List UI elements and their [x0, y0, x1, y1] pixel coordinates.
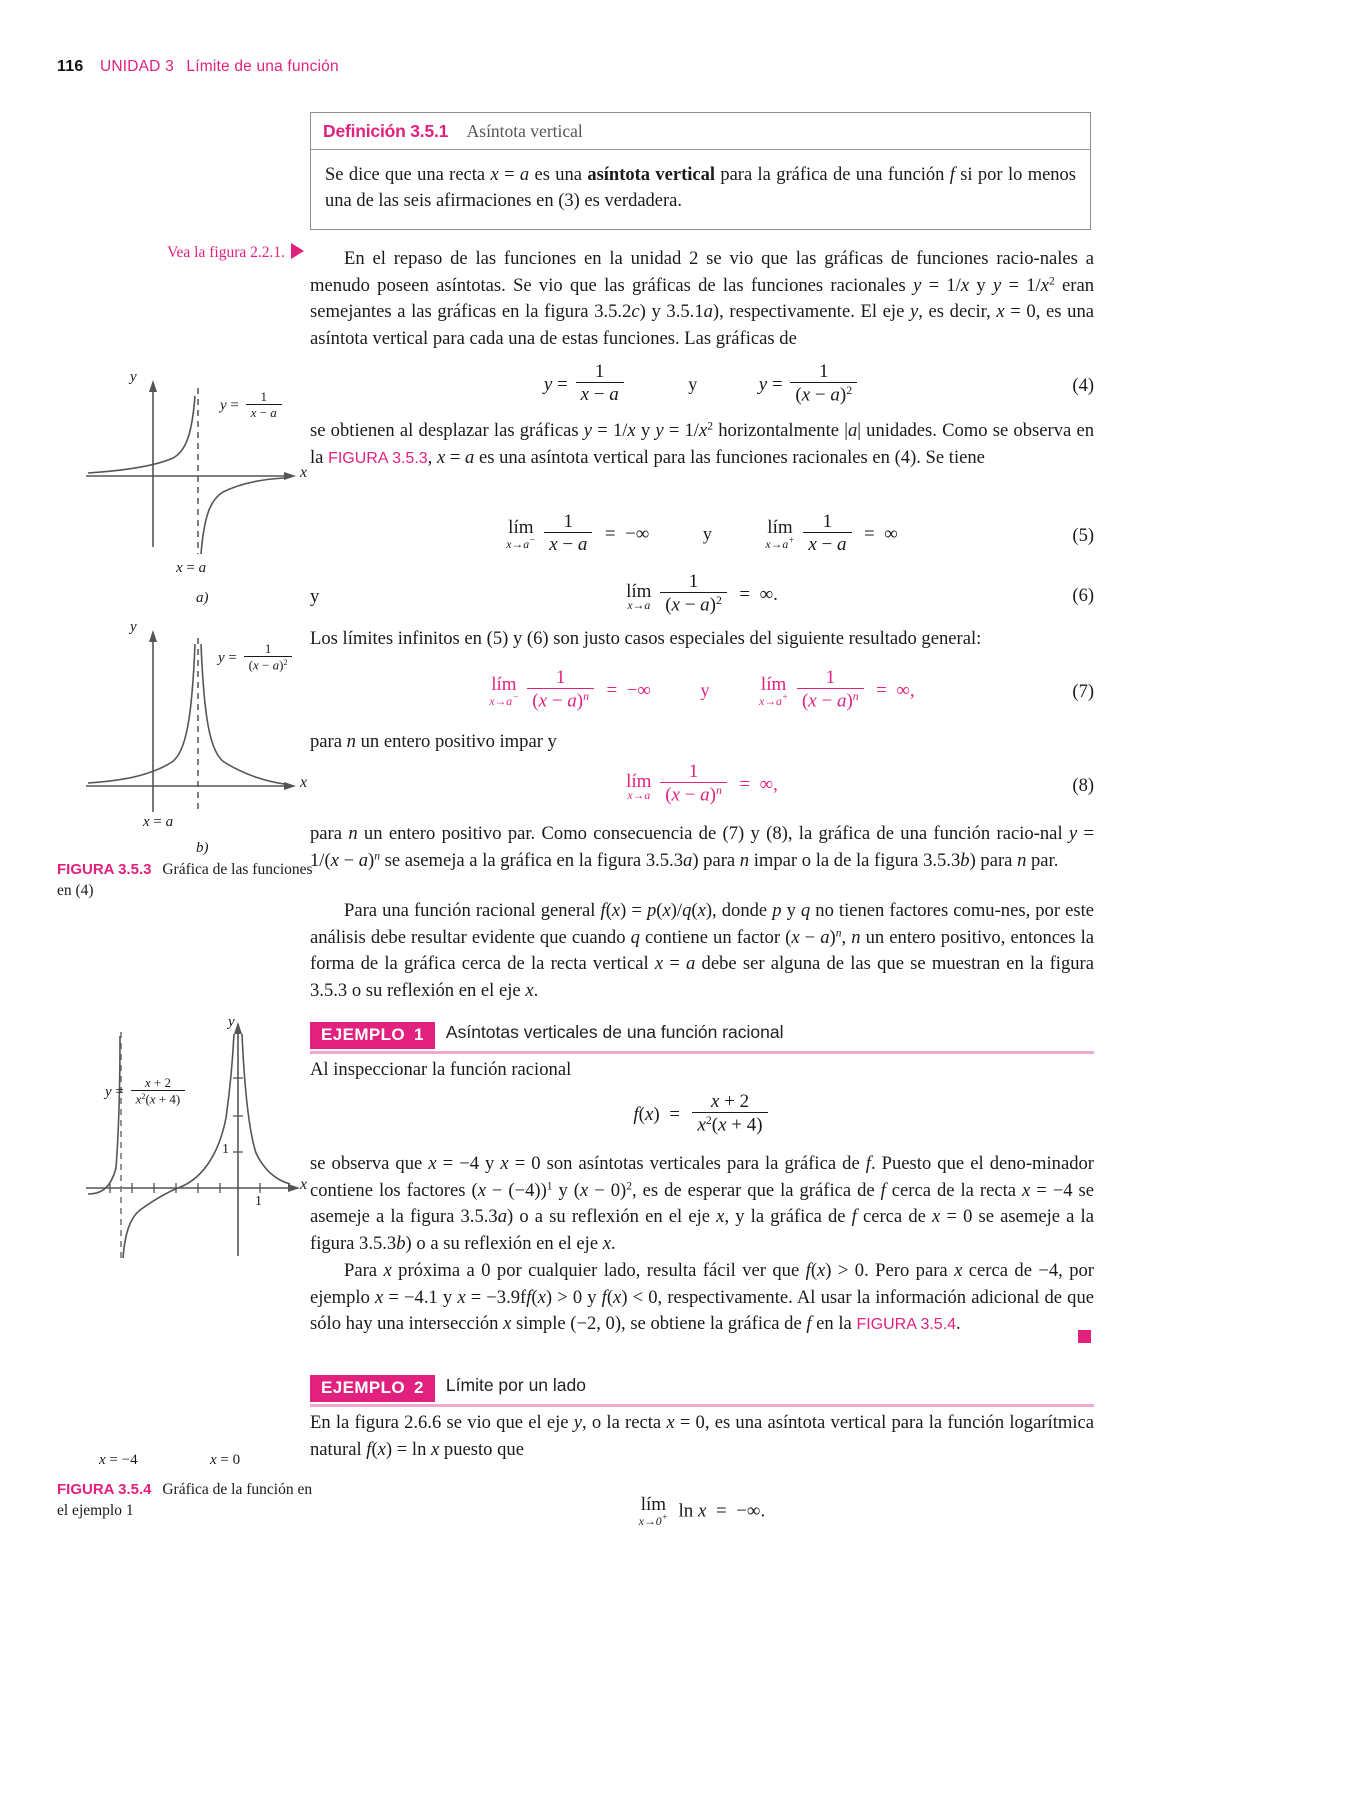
figure-354-y-tick-label: 1 — [222, 1142, 229, 1157]
ex1-p2-x: x — [716, 1206, 725, 1228]
def-f: f — [949, 165, 955, 185]
example-1-paragraph-2: se observa que x = −4 y x = 0 son asíntotas verticales para la gráfica de f. Puesto que el deno-minador contiene los factores $(x - (-4))^1$ y $(x - 0)^2$, es de esperar que la gráfica de f cerca de la recta x = −4 se asemeje a la figura 3.5.3a) o a su reflexión en el eje x, y la gráfica de f cerca de x = 0 se asemeje a la figura 3.5.3b) o a su reflexión en el eje x. — [310, 1153, 1095, 1254]
p1-text-g: , es una asíntota vertical para cada una de estas funciones. Las gráficas de — [310, 301, 1095, 349]
example-1-paragraph-3: Para x próxima a 0 por cualquier lado, resulta fácil ver que f(x) > 0. Pero para x cerca de −4, por ejemplo x = −4.1 y x = −3.9ff(x) > 0 y f(x) < 0, respectivamente. Al usar la información adicional de que sólo hay una intersección x simple (−2, 0), se obtiene la gráfica de f en la FIGURA 3.5.4. — [310, 1260, 1095, 1335]
ex1-p2-n: ) o a su reflexión en el eje — [405, 1232, 603, 1254]
ex1-p2-j: ) o a su reflexión en el eje — [507, 1206, 717, 1228]
ex1-p2-h: cerca de la recta — [885, 1179, 1023, 1201]
example-1-function: f(x) = $\frac{x + 2}{x^2(x + 4)}$ — [310, 1092, 1094, 1136]
p3-text: Los límites infinitos en (5) y (6) son justo casos especiales del siguiente resultado general: — [310, 628, 982, 649]
example-2-tag — [310, 1375, 435, 1402]
p6-text-h: debe ser alguna de las que se muestran en la figura 3.5.3 o su reflexión en el eje — [310, 953, 1094, 1001]
ex1-p2-a: se observa que — [310, 1153, 429, 1174]
ex1-p3-c: . Pero para — [864, 1260, 955, 1281]
p5-text-g: par. — [1026, 849, 1059, 871]
p5-text-d: ) para — [692, 849, 740, 871]
eq5-number: (5) — [1072, 526, 1094, 546]
p2-text-d: | unidades. Como se observa en la — [310, 420, 1094, 468]
figure-353-panel-b — [58, 619, 308, 856]
ex1-p2-g: , es de esperar que la gráfica de — [631, 1179, 881, 1201]
figure-353b-x-axis-label: x — [300, 774, 308, 791]
ex2-p1-y: y — [573, 1412, 583, 1433]
p5-text-c: se asemeja a la gráfica en la figura 3.5.3 — [379, 849, 684, 871]
margin-note — [154, 243, 304, 262]
p2-text-e: , — [427, 446, 437, 468]
figure-353b-curve-label: y = $\frac{1}{(x - a)^2}$ — [218, 642, 295, 673]
p1-text-a: En el repaso de las funciones en la unidad 2 se vio que las gráficas de funciones racio-nales a menudo poseen asíntotas. Se vio que las gráficas de las funciones racionales — [310, 248, 1094, 296]
example-1-title: Asíntotas verticales de una función racional — [445, 1022, 784, 1042]
definition-box — [310, 112, 1091, 230]
figure-353a-y-axis-label: y — [130, 369, 137, 385]
figure-353-caption-label: FIGURA 3.5.3 — [57, 861, 152, 878]
p6-p: p — [772, 900, 782, 921]
def-text-3: para la gráfica de una función — [714, 165, 950, 185]
figure-353a-x-axis-label: x — [300, 464, 308, 481]
paragraph-3 — [310, 626, 1094, 653]
ex1-p1-text: Al inspeccionar la función racional — [310, 1059, 572, 1080]
ex1-p2-x2: x — [602, 1232, 612, 1254]
eq8-number: (8) — [1072, 776, 1094, 796]
figure-354-x-tick-label: 1 — [255, 1194, 262, 1209]
example-1-tag-label: EJEMPLO — [321, 1025, 406, 1044]
figure-353-caption — [57, 860, 322, 901]
ex2-p1-c: , es una asíntota vertical para la función logarítmica natural — [310, 1412, 1095, 1460]
ex1-p3-k: . — [956, 1313, 961, 1335]
ex1-p3-x3: x — [503, 1313, 512, 1335]
figure-353-caption-text: Gráfica de las funciones en (4) — [57, 861, 313, 899]
ex1-p2-b: y — [479, 1153, 501, 1174]
eq6-number: (6) — [1072, 586, 1094, 606]
figure-353b-asymptote-label: x = a — [143, 814, 174, 830]
unit-title: Límite de una función — [186, 58, 339, 75]
page-header — [57, 58, 339, 76]
ex1-p2-i2: a — [497, 1206, 507, 1228]
ex1-p2-o: . — [611, 1232, 616, 1254]
paragraph-4 — [310, 729, 1094, 756]
example-2-tag-label: EJEMPLO — [321, 1378, 406, 1397]
example-2-number: 2 — [414, 1378, 424, 1397]
example-1-rule — [310, 1051, 1094, 1054]
p5-text-f: ) para — [969, 849, 1018, 871]
p4-n: n — [346, 731, 356, 752]
eq6-lead: y — [310, 586, 320, 607]
ex1-p3-h: , respectivamente. Al usar la información adicional de que sólo hay una intersección — [310, 1286, 1095, 1335]
figure-353a-asymptote-label: x = a — [176, 560, 207, 576]
ex1-p2-k: , y la gráfica de — [724, 1206, 852, 1228]
definition-label: Definición 3.5.1 — [323, 121, 449, 141]
figure-354-x-axis-label: x — [300, 1176, 308, 1193]
p6-text-i: . — [533, 979, 539, 1001]
eq7-number: (7) — [1072, 682, 1094, 702]
def-text-1: Se dice que una recta — [325, 165, 491, 185]
ex1-p2-m2: b — [396, 1232, 406, 1254]
figure-ref-353: FIGURA 3.5.3 — [328, 449, 428, 467]
p6-x: x — [525, 979, 534, 1001]
p1-text-d: ) y 3.5.1 — [639, 301, 704, 323]
ex1-p3-f-text: f — [520, 1286, 527, 1308]
p1-text-f: , es decir, — [918, 301, 997, 323]
page-number: 116 — [57, 58, 84, 75]
example-1-header — [310, 1022, 1094, 1054]
equation-6: y lím x→a $\frac{1}{(x - a)^2}$ = ∞. (6) — [310, 571, 1094, 616]
p6-q: q — [800, 900, 811, 921]
example-2-equation: lím x→0+ ln x = −∞. — [638, 1494, 766, 1528]
p2-a2: a — [847, 420, 858, 441]
ex2-p1-a: En la figura 2.6.6 se vio que el eje — [310, 1412, 574, 1433]
figure-354-asymptote-label-2: x = 0 — [210, 1452, 241, 1468]
ex2-p1-b: , o la recta — [582, 1412, 667, 1433]
example-2-paragraph-1: En la figura 2.6.6 se vio que el eje y, o la recta x = 0, es una asíntota vertical para la función logarítmica natural f(x) = ln x puesto que — [310, 1412, 1095, 1460]
figure-353b-panel-letter: b) — [196, 840, 209, 856]
ex1-p2-f2: f — [880, 1179, 886, 1201]
ex1-p2-f3: f — [851, 1206, 857, 1228]
ex1-p2-m: se asemeje a la figura 3.5.3 — [310, 1206, 1094, 1254]
example-1-tag — [310, 1022, 435, 1049]
figure-354-y-axis-label: y — [228, 1014, 235, 1030]
def-text-4: si por lo menos una de las seis afirmaciones en (3) es verdadera. — [325, 165, 1077, 212]
ex1-p2-e: y — [552, 1179, 574, 1201]
p5-n: n — [348, 823, 358, 844]
ex1-p3-j: en la — [811, 1313, 857, 1335]
equation-7: lím x→a− $\frac{1}{(x - a)^n}$ = −∞ y lím x→a+ $\frac{1}{(x - a)^n}$ = ∞, (7) — [489, 667, 1094, 712]
equation-8: lím x→a $\frac{1}{(x - a)^n}$ = ∞, (8) — [626, 761, 1094, 806]
p2-text-c: horizontalmente | — [713, 420, 848, 441]
p5-n3: n — [1017, 849, 1027, 871]
ex1-p3-i: simple (−2, 0), se obtiene la gráfica de — [511, 1313, 807, 1335]
example-2-title: Límite por un lado — [445, 1375, 586, 1395]
end-of-example-marker — [1078, 1330, 1091, 1343]
p4-text-a: para — [310, 731, 347, 752]
example-1-paragraph-1 — [310, 1057, 1094, 1084]
p6-text-e: contiene un factor — [639, 926, 786, 948]
p5-text-a: para — [310, 823, 349, 844]
p2-text-b: y — [635, 420, 656, 441]
paragraph-1: En el repaso de las funciones en la unidad 2 se vio que las gráficas de funciones racio-nales a menudo poseen asíntotas. Se vio que las gráficas de las funciones racionales y = 1/x y $y = 1/x^2$ eran semejantes a las gráficas en la figura 3.5.2c) y 3.5.1a), respectivamente. El eje y, es decir, x = 0, es una asíntota vertical para cada una de estas funciones. Las gráficas de — [310, 248, 1095, 349]
figure-354 — [50, 1014, 310, 1268]
example-2-rule — [310, 1404, 1094, 1407]
figure-353a-panel-letter: a) — [196, 590, 209, 606]
p6-text-a: Para una función racional general — [344, 900, 601, 921]
ex1-p3-e: y — [437, 1286, 458, 1308]
ex1-p2-d: . Puesto que el deno-minador contiene los factores — [310, 1153, 1094, 1201]
ex1-p3-x2: x — [954, 1260, 963, 1281]
figure-353b-y-axis-label: y — [130, 619, 137, 635]
figure-353a-curve-label: y = $\frac{1}{x - a}$ — [220, 390, 285, 421]
ex1-p3-x: x — [383, 1260, 392, 1281]
equation-4: y = $\frac{1}{x - a}$ y y = $\frac{1}{(x - a)^2}$ (4) — [543, 361, 1094, 406]
definition-header — [311, 113, 1090, 150]
p5-text-b: un entero positivo par. Como consecuencia de (7) y (8), la gráfica de una función racio-nal — [357, 823, 1069, 844]
p6-text-f: , — [841, 926, 852, 948]
p5-c2: a — [683, 849, 693, 871]
ex1-p2-l: cerca de — [856, 1206, 933, 1228]
example-1-number: 1 — [414, 1025, 424, 1044]
unit-label: UNIDAD 3 — [99, 58, 174, 75]
ex1-p3-a: Para — [344, 1260, 384, 1281]
figure-354-caption-label: FIGURA 3.5.4 — [57, 1481, 152, 1498]
figure-354-svg — [50, 1018, 310, 1268]
p5-text-e: impar o la de la figura 3.5.3 — [749, 849, 961, 871]
ex1-p3-d: cerca de −4, por ejemplo — [310, 1260, 1095, 1308]
example-2-header — [310, 1375, 1094, 1407]
paragraph-6: Para una función racional general f(x) = p(x)/q(x), donde p y q no tienen factores comu-nes, por este análisis debe resultar evidente que cuando q contiene un factor $(x - a)^n$, n un entero positivo, entonces la forma de la gráfica cerca de la recta vertical x = a debe ser alguna de las que se muestran en la figura 3.5.3 o su reflexión en el eje x. — [310, 900, 1095, 1001]
ex1-p2-f: f — [865, 1153, 871, 1174]
figure-354-caption — [57, 1480, 322, 1521]
ex1-p3-b: próxima a 0 por cualquier lado, resulta fácil ver que — [391, 1260, 806, 1281]
figure-353-panel-a — [58, 369, 308, 606]
figure-354-curve-label: y = $\frac{x + 2}{x^2(x + 4)}$ — [105, 1076, 188, 1107]
p1-y: y — [909, 301, 919, 323]
equation-5: lím x→a− $\frac{1}{x - a}$ = −∞ y lím x→a+ $\frac{1}{x - a}$ = ∞ (5) — [506, 511, 1094, 555]
p2-text-a: se obtienen al desplazar las gráficas — [310, 420, 584, 441]
definition-title: Asíntota vertical — [466, 121, 583, 141]
ex2-p1-d: puesto que — [439, 1438, 524, 1460]
ex1-p3-g: y — [582, 1286, 602, 1308]
figure-ref-354: FIGURA 3.5.4 — [856, 1316, 957, 1334]
p6-text-d: no tienen factores comu-nes, por este análisis debe resultar evidente que cuando — [310, 900, 1095, 948]
margin-note-text: Vea la figura 2.2.1. — [167, 244, 285, 261]
p2-text-f: es una asíntota vertical para las funciones racionales en (4). Se tiene — [474, 446, 985, 468]
p1-text-b: y — [969, 274, 993, 296]
figure-354-asymptote-label-1: x = −4 — [99, 1452, 138, 1468]
p1-text-c: eran semejantes a las gráficas en la figura 3.5.2 — [310, 274, 1094, 323]
figure-354-caption-text: Gráfica de la función en el ejemplo 1 — [57, 1481, 313, 1519]
triangle-pointer-icon — [291, 243, 304, 259]
ex1-p2-i: se asemeje a la figura 3.5.3 — [310, 1179, 1095, 1228]
eq4-number: (4) — [1072, 376, 1094, 396]
p5-e2: b — [960, 849, 970, 871]
ex1-p2-c: son asíntotas verticales para la gráfica de — [540, 1153, 866, 1174]
paragraph-5: para n un entero positivo par. Como consecuencia de (7) y (8), la gráfica de una función racio-nal $y = 1/(x - a)^n$ se asemeja a la gráfica en la figura 3.5.3a) para n impar o la de la figura 3.5.3b) para n par. — [310, 823, 1094, 871]
p6-text-g: un entero positivo, entonces la forma de la gráfica cerca de la recta vertical — [310, 926, 1094, 975]
p1-text-e: ), respectivamente. El eje — [712, 301, 910, 323]
def-text-2: es una — [529, 165, 588, 185]
p6-text-c: y — [781, 900, 801, 921]
p6-text-b: , donde — [712, 900, 773, 921]
p6-q2: q — [630, 926, 640, 948]
definition-body: Se dice que una recta x = a es una asíntota vertical para la gráfica de una función f si por lo menos una de las seis afirmaciones en (3) es verdadera. — [325, 165, 1077, 212]
p1-d2: a — [703, 301, 713, 323]
p6-n: n — [851, 926, 861, 948]
p1-c2: c — [631, 301, 640, 323]
p4-text-b: un entero positivo impar y — [355, 731, 557, 752]
paragraph-2: se obtienen al desplazar las gráficas y = 1/x y $y = 1/x^2$ horizontalmente |a| unidades. Como se observa en la FIGURA 3.5.3, x = a es una asíntota vertical para las funciones racionales en (4). Se tiene — [310, 420, 1094, 468]
p5-n2: n — [739, 849, 750, 871]
def-bold-term: asíntota vertical — [587, 165, 715, 185]
